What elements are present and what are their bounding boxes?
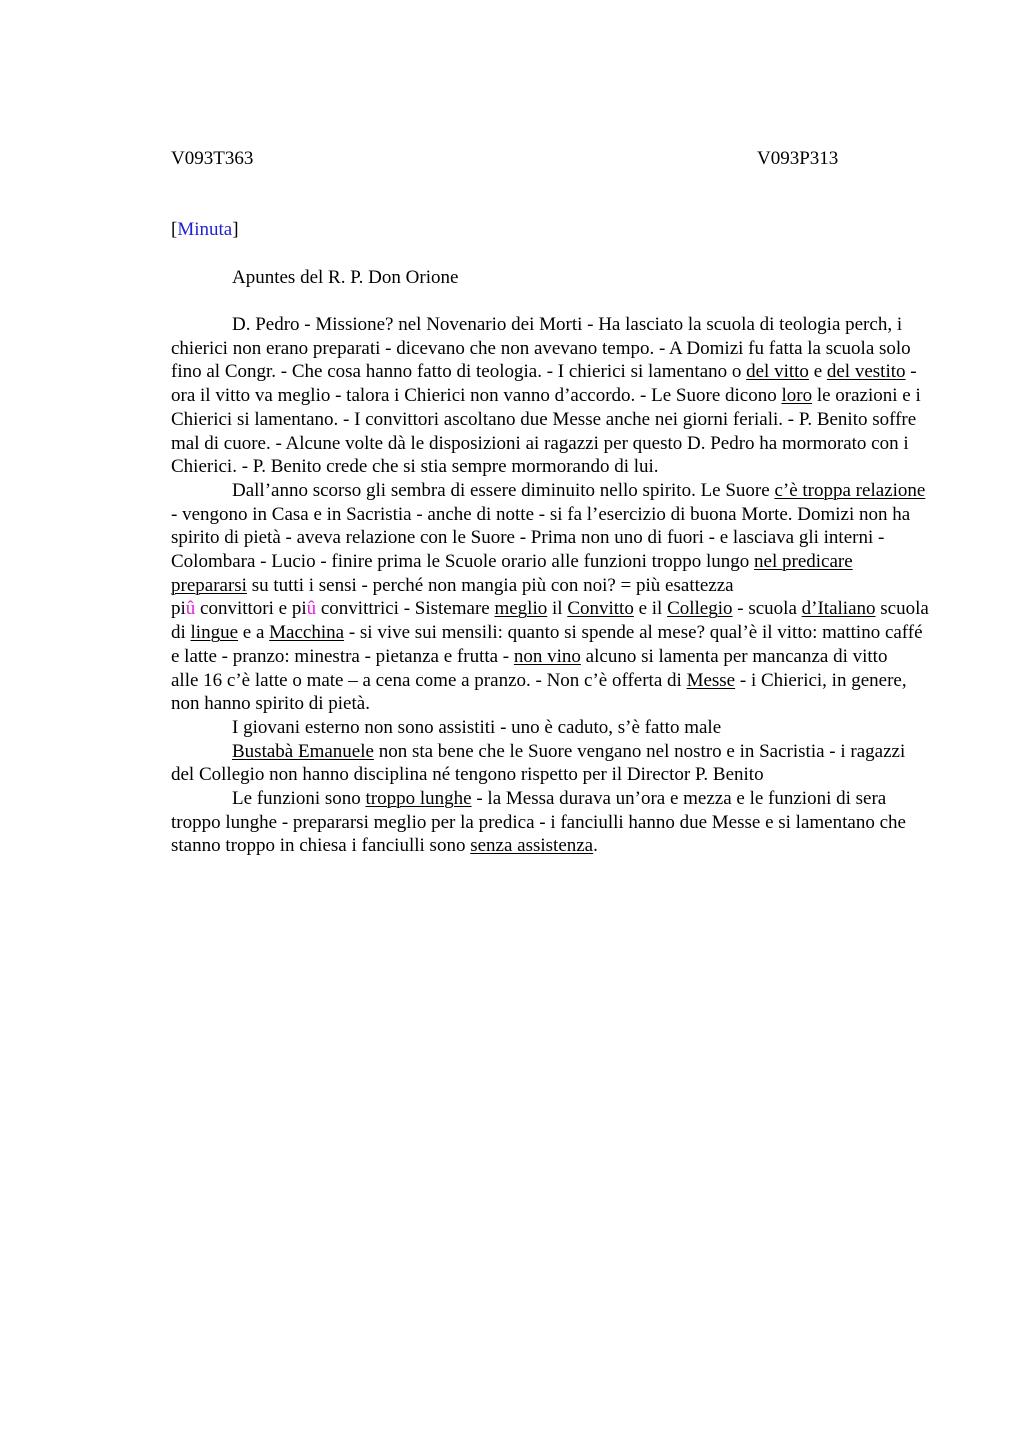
paragraph-2 <box>171 479 931 598</box>
underlined-text: c’è troppa relazione <box>774 479 926 501</box>
underlined-text: meglio <box>494 598 548 620</box>
paragraph-text: convittori e pi <box>195 598 307 620</box>
document-code-left: V093T363 <box>171 148 254 169</box>
paragraph-text: Le funzioni sono <box>232 788 366 810</box>
paragraph-text: - la Messa durava un’ora e mezza e le funzioni di sera troppo lunghe - prepararsi meglio per la predica - i fanciulli hanno due Messe e si lamentano che stanno troppo in chiesa i fanciulli sono <box>171 788 906 857</box>
highlighted-char: û <box>185 598 196 620</box>
underlined-text: d’Italiano <box>801 598 876 620</box>
paragraph-text: e il <box>633 598 668 620</box>
underlined-text: troppo lunghe <box>365 788 472 810</box>
paragraph-text: - scuola <box>732 598 802 620</box>
paragraph-1 <box>171 313 931 479</box>
paragraph-text: - ora il vitto va meglio - talora i Chierici non vanno d’accordo. - Le Suore dicono <box>171 361 917 407</box>
document-code-right: V093P313 <box>757 148 839 169</box>
paragraph-text: le orazioni e i Chierici si lamentano. - I convittori ascoltano due Messe anche nei giorni feriali. - P. Benito soffre mal di cuore. - Alcune volte dà le disposizioni ai ragazzi per questo D. Pedro ha mormorato con i Chierici. - P. Benito crede che si stia sempre mormorando di lui. <box>171 385 921 478</box>
paragraph-text: D. Pedro - Missione? nel Novenario dei Morti - Ha lasciato la scuola di teologia perch, i chierici non erano preparati - dicevano che non avevano tempo. - A Domizi fu fatta la scuola solo fino al Congr. - Che cosa hanno fatto di teologia. - I chierici si lamentano o <box>171 314 911 383</box>
paragraph-text: pi <box>171 598 186 620</box>
underlined-text: non vino <box>513 645 581 667</box>
paragraph-text: convittrici - Sistemare <box>316 598 495 620</box>
underlined-text: del vitto <box>746 361 809 383</box>
paragraph-text: . <box>593 835 598 857</box>
minuta-word: Minuta <box>177 219 233 240</box>
underlined-text: nel predicare <box>754 551 853 573</box>
minuta-close-bracket: ] <box>232 219 239 240</box>
paragraph-6 <box>171 740 931 787</box>
paragraph-3 <box>171 597 931 668</box>
minuta-label <box>171 219 239 241</box>
underlined-text: prepararsi <box>171 574 247 596</box>
document-body <box>171 313 931 858</box>
paragraph-text: - si vive sui mensili: quanto si spende al mese? qual’è il vitto: mattino caffé e latte - pranzo: minestra - pietanza e frutta - <box>171 622 923 667</box>
paragraph-text: e a <box>238 622 270 644</box>
highlighted-char: û <box>306 598 317 620</box>
paragraph-text: I giovani esterno non sono assistiti - uno è caduto, s’è fatto male <box>232 716 722 738</box>
paragraph-text: scuola di <box>171 598 929 644</box>
underlined-text: Bustabà Emanuele <box>232 740 374 762</box>
underlined-text: senza assistenza <box>470 835 594 857</box>
paragraph-4 <box>171 669 931 716</box>
paragraph-text: non sta bene che le Suore vengano nel nostro e in Sacristia - i ragazzi del Collegio non hanno disciplina né tengono rispetto per il Director P. Benito <box>171 740 906 786</box>
paragraph-7 <box>171 787 931 858</box>
paragraph-text: - vengono in Casa e in Sacristia - anche di notte - si fa l’esercizio di buona Morte. Domizi non ha spirito di pietà - aveva relazione con le Suore - Prima non uno di fuori - e lasciava gli interni - Colombara - Lucio - finire prima le Scuole orario alle funzioni troppo lungo <box>171 503 911 573</box>
underlined-text: Messe <box>686 669 736 691</box>
paragraph-5 <box>171 716 931 740</box>
underlined-text: lingue <box>190 622 239 644</box>
minuta-open-bracket: [ <box>171 219 178 240</box>
paragraph-text: alcuno si lamenta per mancanza di vitto <box>580 645 888 667</box>
underlined-text: Convitto <box>567 598 634 620</box>
paragraph-text: Dall’anno scorso gli sembra di essere diminuito nello spirito. Le Suore <box>232 479 775 501</box>
paragraph-text: il <box>547 598 568 620</box>
paragraph-text: su tutti i sensi - perché non mangia più con noi? = più esattezza <box>246 574 734 596</box>
underlined-text: Collegio <box>667 598 733 620</box>
underlined-text: del vestito <box>826 361 906 383</box>
paragraph-text: alle 16 c’è latte o mate – a cena come a pranzo. - Non c’è offerta di <box>171 669 687 691</box>
underlined-text: Macchina <box>269 622 345 644</box>
paragraph-text: - i Chierici, in genere, non hanno spirito di pietà. <box>171 669 907 715</box>
paragraph-text: e <box>808 361 827 383</box>
underlined-text: loro <box>781 385 813 407</box>
document-title: Apuntes del R. P. Don Orione <box>232 267 459 288</box>
